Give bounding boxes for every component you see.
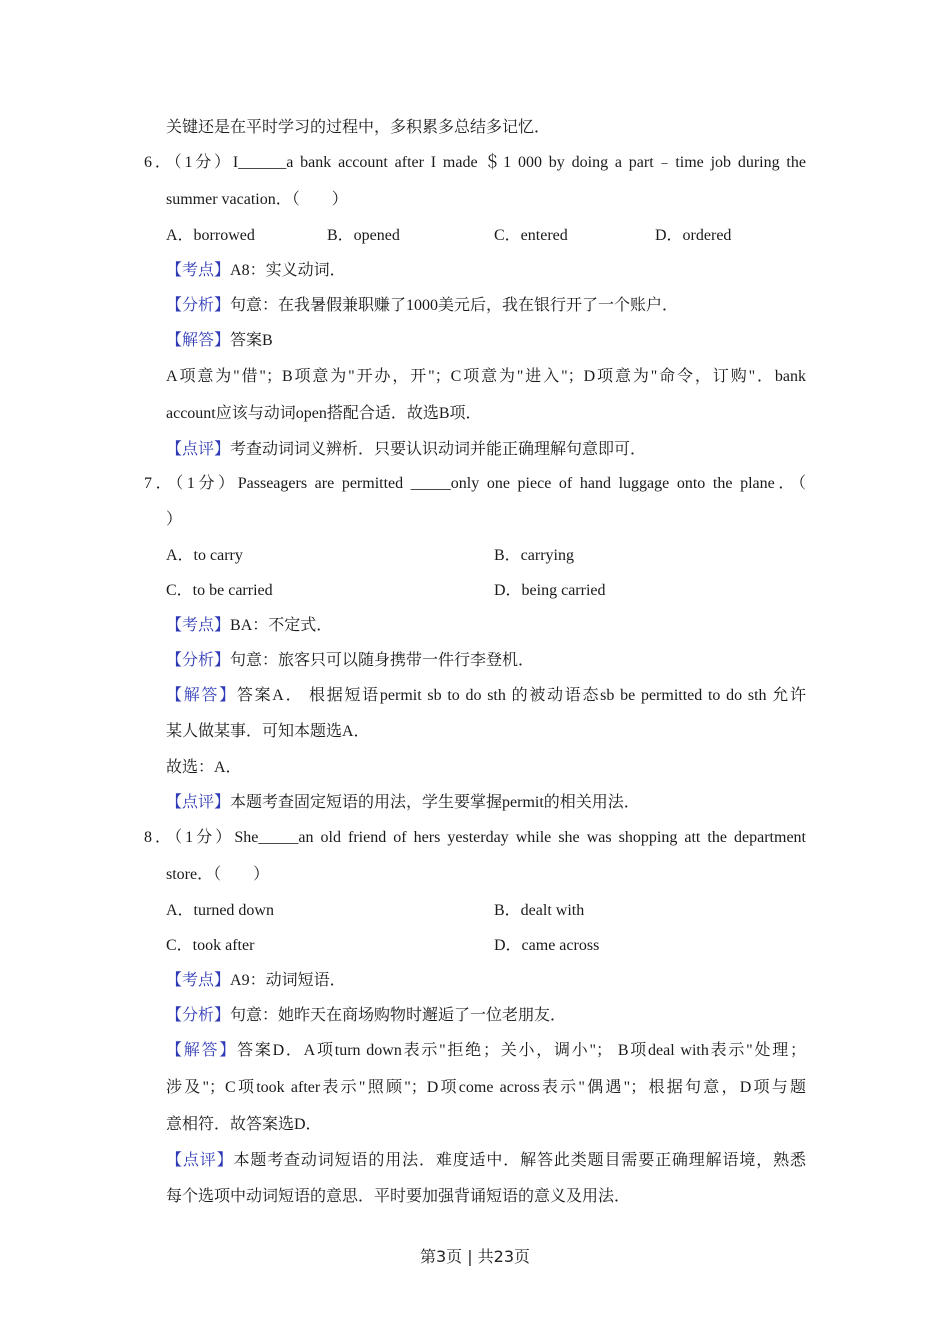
page-footer: 第3页 | 共23页 xyxy=(419,1247,531,1266)
question-6-stem xyxy=(144,153,806,173)
explain-line: account应该与动词open搭配合适．故选B项． xyxy=(166,405,482,422)
dianping-row xyxy=(166,793,806,813)
option-c: C．took after xyxy=(166,937,255,954)
kaodian-text: A9：动词短语． xyxy=(230,972,346,989)
jieda-text: 答案B xyxy=(230,332,273,349)
option-a: A．to carry xyxy=(166,547,243,564)
fenxi-text: 句意：在我暑假兼职赚了1000美元后，我在银行开了一个账户． xyxy=(230,297,679,314)
fenxi-row xyxy=(166,296,806,316)
jieda-row xyxy=(166,331,806,351)
option-a: A．borrowed xyxy=(166,227,255,244)
fenxi-row xyxy=(166,1006,806,1026)
kaodian-label: 【考点】 xyxy=(166,617,231,634)
kaodian-label: 【考点】 xyxy=(166,972,231,989)
question-8-stem xyxy=(144,828,806,848)
question-number: 7． xyxy=(144,475,176,492)
option-b: B．dealt with xyxy=(494,902,585,919)
fenxi-row xyxy=(166,651,806,671)
question-score: （1分） xyxy=(173,154,233,171)
option-b: B．opened xyxy=(327,227,400,244)
dianping-row xyxy=(166,1151,806,1171)
question-8-stem-cont: store．（ ） xyxy=(166,866,270,883)
guxuan-line: 故选：A． xyxy=(166,759,242,776)
option-a: A．turned down xyxy=(166,902,274,919)
dianping-text: 本题考查固定短语的用法，学生要掌握permit的相关用法． xyxy=(230,794,640,811)
jieda-line: 某人做某事．可知本题选A． xyxy=(166,723,370,740)
kaodian-text: A8：实义动词． xyxy=(230,262,346,279)
jieda-text: 答案A． 根据短语permit sb to do sth 的被动语态sb be permitted to do sth 允许 xyxy=(236,687,806,704)
question-score: （1分） xyxy=(174,829,235,846)
explain-line: A项意为"借"；B项意为"开办，开"；C项意为"进入"；D项意为"命令，订购"．bank xyxy=(166,368,806,385)
jieda-line: 涉及"；C项took after表示"照顾"；D项come across表示"偶遇"；根据句意，D项与题 xyxy=(166,1079,806,1096)
question-7-stem xyxy=(144,474,806,494)
option-d: D．came across xyxy=(494,937,600,954)
jieda-label: 【解答】 xyxy=(166,1042,238,1059)
intro-line: 关键还是在平时学习的过程中，多积累多总结多记忆． xyxy=(166,119,551,136)
question-text: Passeagers are permitted _____only one piece of hand luggage onto the plane．（ xyxy=(237,475,806,492)
option-d: D．ordered xyxy=(655,227,732,244)
dianping-label: 【点评】 xyxy=(166,1152,234,1169)
fenxi-text: 句意：她昨天在商场购物时邂逅了一位老朋友． xyxy=(230,1007,567,1024)
dianping-text: 考查动词词义辨析．只要认识动词并能正确理解句意即可． xyxy=(230,441,647,458)
kaodian-row xyxy=(166,616,806,636)
dianping-label: 【点评】 xyxy=(166,441,231,458)
kaodian-label: 【考点】 xyxy=(166,262,231,279)
jieda-row xyxy=(166,1041,806,1061)
kaodian-text: BA：不定式． xyxy=(230,617,333,634)
fenxi-label: 【分析】 xyxy=(166,652,231,669)
fenxi-text: 句意：旅客只可以随身携带一件行李登机． xyxy=(230,652,535,669)
question-score: （1分） xyxy=(175,475,238,492)
fenxi-label: 【分析】 xyxy=(166,1007,231,1024)
jieda-text: 答案D．A项turn down表示"拒绝；关小，调小"； B项deal with表示"处理； xyxy=(237,1042,806,1059)
kaodian-row xyxy=(166,261,806,281)
kaodian-row xyxy=(166,971,806,991)
dianping-text: 本题考查动词短语的用法．难度适中．解答此类题目需要正确理解语境，熟悉 xyxy=(233,1152,806,1169)
dianping-label: 【点评】 xyxy=(166,794,231,811)
option-c: C．entered xyxy=(494,227,568,244)
jieda-line: 意相符．故答案选D． xyxy=(166,1116,322,1133)
question-7-stem-cont: ） xyxy=(166,511,183,528)
jieda-label: 【解答】 xyxy=(166,687,237,704)
option-b: B．carrying xyxy=(494,547,574,564)
option-d: D．being carried xyxy=(494,582,606,599)
dianping-row xyxy=(166,440,806,460)
dianping-line: 每个选项中动词短语的意思．平时要加强背诵短语的意义及用法． xyxy=(166,1188,631,1205)
question-number: 8． xyxy=(144,829,175,846)
jieda-row xyxy=(166,686,806,706)
question-6-stem-cont: summer vacation．（ ） xyxy=(166,191,348,208)
question-number: 6． xyxy=(144,154,174,171)
option-c: C．to be carried xyxy=(166,582,273,599)
fenxi-label: 【分析】 xyxy=(166,297,231,314)
question-text: I______a bank account after I made ＄1 000 by doing a part﹣time job during the xyxy=(232,154,806,171)
question-text: She_____an old friend of hers yesterday while she was shopping att the department xyxy=(234,829,806,846)
jieda-label: 【解答】 xyxy=(166,332,231,349)
